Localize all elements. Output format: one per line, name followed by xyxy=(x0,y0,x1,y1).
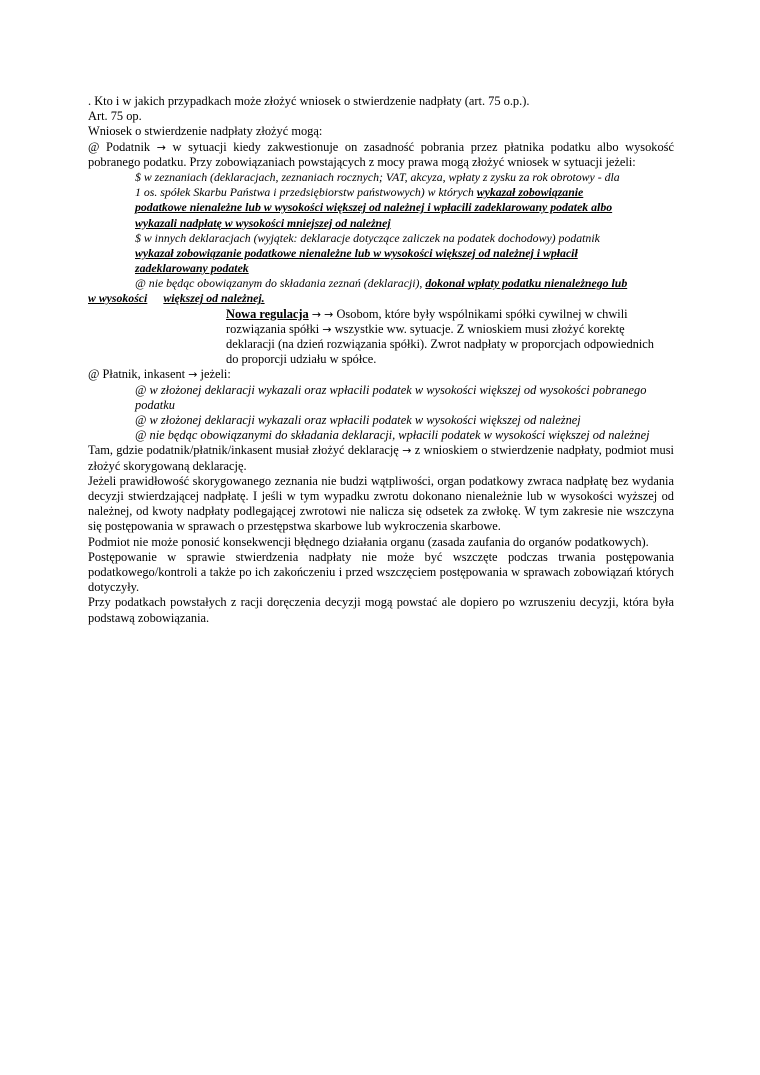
arrow-icon: → xyxy=(322,322,332,336)
arrow-icon: → xyxy=(324,307,334,321)
paragraph: Jeżeli prawidłowość skorygowanego zeznania nie budzi wątpliwości, organ podatkowy zwraca nadpłatę bez wydania decyzji stwierdzającej nadpłatę. I jeśli w tym wypadku zwrotu dokonano nienależnie lub w wysokości wyższej od należnej, od kwoty nadpłaty podlegającej zwrotowi nie nalicza się odsetek za zwłokę. W tym zakresie nie wszczyna się postępowania w sprawach o przestępstwa skarbowe lub wykroczenia skarbowe. xyxy=(88,473,674,534)
paragraph: Postępowanie w sprawie stwierdzenia nadpłaty nie może być wszczęte podczas trwania postępowania podatkowego/kontroli a także po ich zakończeniu i przed wszczęciem postępowania w sprawach zobowiązań których dotyczyły. xyxy=(88,549,674,595)
case-line: podatkowe nienależne lub w wysokości większej od należnej i wpłacili zadeklarowany podatek albo xyxy=(135,200,613,215)
platnik-line: @ Płatnik, inkasent → jeżeli: xyxy=(88,367,231,382)
case-line: podatku xyxy=(135,397,175,412)
paragraph: Tam, gdzie podatnik/płatnik/inkasent musiał złożyć deklarację → z wnioskiem o stwierdzenie nadpłaty, podmiot musi złożyć skorygowaną deklarację. xyxy=(88,443,674,473)
new-regulation-line: deklaracji (na dzień rozwiązania spółki). Zwrot nadpłaty w proporcjach odpowiednich xyxy=(226,337,655,352)
arrow-icon: → xyxy=(311,307,322,321)
case-line: w wysokości większej od należnej. xyxy=(88,291,265,306)
case-line: $ w zeznaniach (deklaracjach, zeznaniach rocznych; VAT, akcyza, wpłaty z zysku za rok obrotowy - dla xyxy=(135,169,620,184)
case-line: zadeklarowany podatek xyxy=(135,261,249,276)
case-line: @ w złożonej deklaracji wykazali oraz wpłacili podatek w wysokości większej od wysokości pobranego xyxy=(135,382,647,397)
article-reference: Art. 75 op. xyxy=(88,109,142,124)
question-heading: . Kto i w jakich przypadkach może złożyć wniosek o stwierdzenie nadpłaty (art. 75 o.p.). xyxy=(88,94,530,108)
intro-line: Wniosek o stwierdzenie nadpłaty złożyć mogą: xyxy=(88,124,323,139)
new-regulation-line: do proporcji udziału w spółce. xyxy=(226,352,377,367)
case-line: @ w złożonej deklaracji wykazali oraz wpłacili podatek w wysokości większej od należnej xyxy=(135,412,581,427)
new-regulation-line: rozwiązania spółki → wszystkie ww. sytuacje. Z wnioskiem musi złożyć korektę xyxy=(226,321,625,336)
case-line: wykazali nadpłatę w wysokości mniejszej od należnej xyxy=(135,215,391,230)
arrow-icon: → xyxy=(156,140,166,154)
arrow-icon: → xyxy=(188,368,198,382)
arrow-icon: → xyxy=(402,444,412,458)
podatnik-paragraph: @ Podatnik → w sytuacji kiedy zakwestionuje on zasadność pobrania przez płatnika podatku albo wysokość pobranego podatku. Przy zobowiązaniach powstających z mocy prawa mogą złożyć wniosek w sytuacji jeżeli: xyxy=(88,139,675,169)
case-line: 1 os. spółek Skarbu Państwa i przedsiębiorstw państwowych) w których wykazał zobowiązanie xyxy=(135,185,584,200)
case-line: wykazał zobowiązanie podatkowe nienależne lub w wysokości większej od należnej i wpłacił xyxy=(135,245,578,260)
paragraph: Podmiot nie może ponosić konsekwencji błędnego działania organu (zasada zaufania do organów podatkowych). xyxy=(88,534,649,549)
case-line: @ nie będąc obowiązanymi do składania deklaracji, wpłacili podatek w wysokości większej od należnej xyxy=(135,428,650,443)
document-body xyxy=(88,94,674,626)
case-line: @ nie będąc obowiązanym do składania zeznań (deklaracji), dokonał wpłaty podatku nienależnego lub xyxy=(135,276,628,291)
case-line: $ w innych deklaracjach (wyjątek: deklaracje dotyczące zaliczek na podatek dochodowy) podatnik xyxy=(135,230,600,245)
paragraph: Przy podatkach powstałych z racji doręczenia decyzji mogą powstać ale dopiero po wzruszeniu decyzji, która była podstawą zobowiązania. xyxy=(88,595,674,625)
new-regulation-line: Nowa regulacja → → Osobom, które były wspólnikami spółki cywilnej w chwili xyxy=(226,306,628,321)
